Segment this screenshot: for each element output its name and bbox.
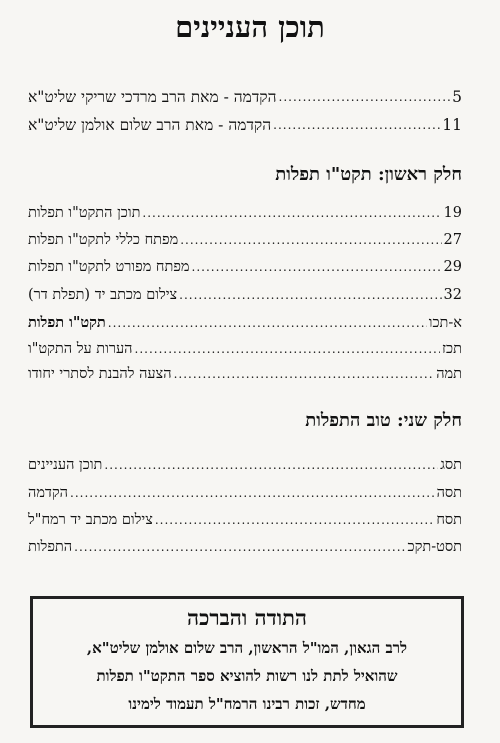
leader-dots [108,314,427,332]
leader-dots [70,484,435,502]
toc-entry-label: הצעה להבנת לסתרי יחודו [28,366,172,382]
toc-entry-page: 32 [443,287,462,303]
leader-dots [135,340,441,358]
toc-entry [28,227,462,249]
leader-dots [279,88,451,106]
leader-dots [74,538,405,556]
toc-entry-page: תסט-תקכ [407,539,462,555]
toc-entry-label: התפלות [28,539,73,555]
acknowledgment-title: התודה והברכה [187,605,307,630]
toc-entry [28,452,462,474]
toc-entry [28,200,462,222]
toc-entry [28,336,462,358]
acknowledgment-line: מחדש, זכות רבינו הרמח"ל תעמוד לימינו [128,695,366,713]
leader-dots [273,116,440,134]
leader-dots [180,231,441,249]
leader-dots [179,286,441,304]
page-title: תוכן העניינים [175,10,325,44]
acknowledgment-line: שהואיל לתת לנו רשות להוציא ספר התקט"ו תפלות [96,667,398,685]
leader-dots [174,365,435,383]
toc-entry [28,310,462,332]
toc-entry-label: צילום מכתב יד רמח"ל [28,512,153,528]
acknowledgment-line: לרב הגאון, המו"ל הראשון, הרב שלום אולמן שליט"א, [86,639,408,657]
toc-entry-intro-2 [28,112,462,134]
leader-dots [192,258,442,276]
toc-entry-page: תסג [440,457,462,473]
toc-entry-label: תוכן התקט"ו תפלות [28,205,141,221]
toc-entry-label: מפתח כללי לתקט"ו תפלות [28,232,179,248]
toc-entry-page: 19 [443,205,462,221]
toc-entry [28,534,462,556]
toc-entry-page: תסה [436,485,462,501]
toc-entry-label: תקט"ו תפלות [28,314,106,331]
toc-entry-page: א-תכו [428,315,462,331]
leader-dots [104,456,438,474]
toc-entry-label: הערות על התקט"ו [28,341,133,357]
toc-entry [28,254,462,276]
toc-entry-page: תסח [436,512,462,528]
toc-entry-page: 29 [443,259,462,275]
leader-dots [155,511,435,529]
toc-entry-label: הקדמה - מאת הרב מרדכי שריקי שליט"א [28,88,277,106]
acknowledgment-box [30,596,464,728]
toc-entry-label: צילום מכתב יד (תפלת דר) [28,287,178,303]
toc-entry-label: הקדמה [28,485,69,501]
toc-entry-page: תכז [442,341,462,357]
toc-entry [28,282,462,304]
toc-entry [28,480,462,502]
part1-heading: חלק ראשון: תקט"ו תפלות [275,164,462,185]
toc-entry-label: תוכן העניינים [28,457,103,473]
toc-entry-label: מפתח מפורט לתקט"ו תפלות [28,259,190,275]
toc-entry-page: 11 [442,116,462,134]
toc-entry-label: הקדמה - מאת הרב שלום אולמן שליט"א [28,116,272,134]
toc-entry-intro-1 [28,84,462,106]
part2-heading: חלק שני: טוב התפלות [305,410,462,431]
toc-entry-page: 5 [452,88,462,106]
toc-entry [28,361,462,383]
toc-entry [28,507,462,529]
toc-entry-page: 27 [443,232,462,248]
leader-dots [142,204,441,222]
toc-entry-page: תמה [436,366,462,382]
